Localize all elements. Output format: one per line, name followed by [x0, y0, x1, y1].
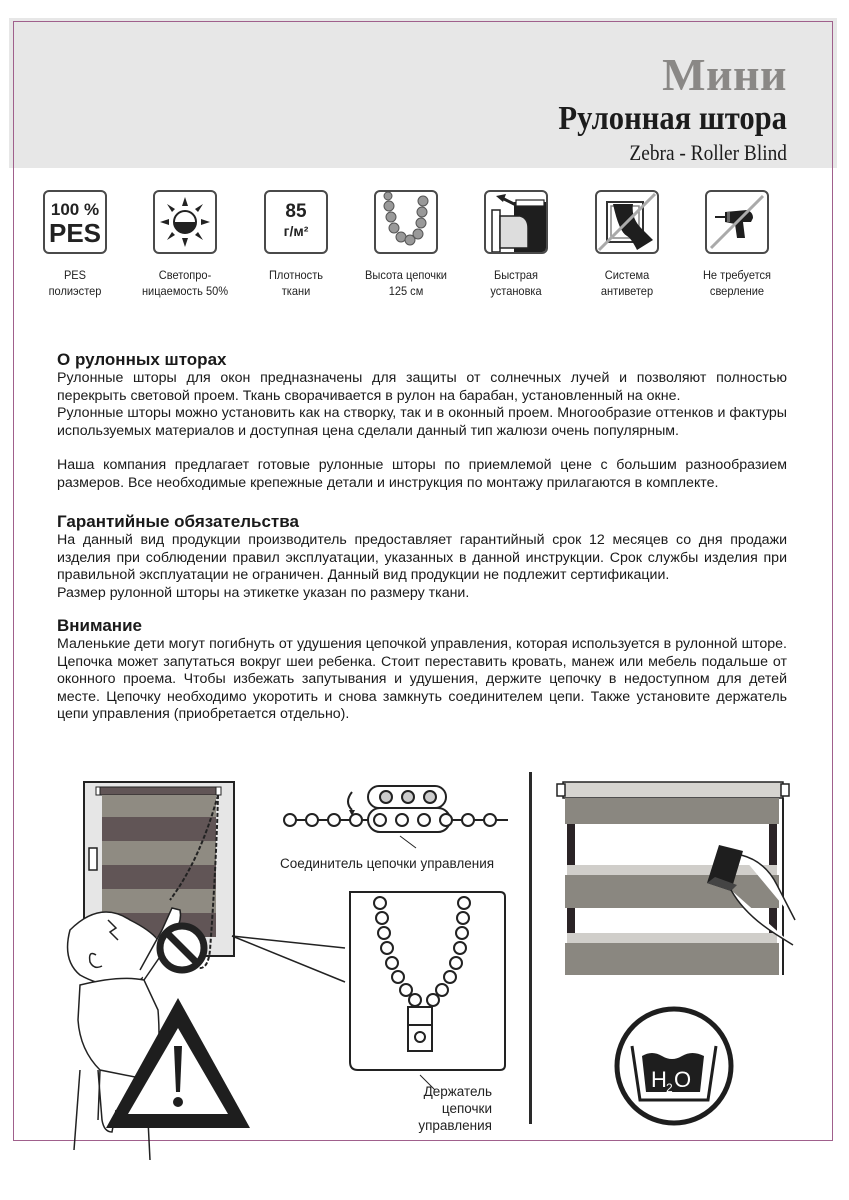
feature-anti-wind: [572, 190, 682, 299]
section-title: Гарантийные обязательства: [57, 512, 299, 531]
feature-no-drill: [682, 190, 792, 299]
pes-icon: 100 % PES: [43, 190, 107, 254]
feature-label: PES полиэстер: [48, 268, 102, 298]
feature-density: [241, 190, 351, 299]
features-row: [24, 190, 804, 305]
blind-cleaning-illustration: [545, 775, 805, 975]
sun-icon: [153, 190, 217, 254]
feature-pes: [20, 190, 130, 299]
page-title: Рулонная штора: [558, 100, 787, 137]
quick-install-icon: [484, 190, 548, 254]
feature-quick-install: [461, 190, 571, 299]
feature-label: Быстрая установка: [490, 268, 542, 298]
feature-label: Система антиветер: [600, 268, 654, 298]
anti-wind-icon: [595, 190, 659, 254]
section-warranty: [57, 512, 787, 602]
section-about: [57, 350, 787, 492]
feature-label: Высота цепочки 125 см: [365, 268, 447, 298]
svg-text:H: H: [651, 1067, 667, 1092]
section-body: Маленькие дети могут погибнуть от удушения цепочкой управления, которая используется в рулонной шторе. Цепочка может запутаться вокруг шеи ребенка. Стоит переставить кровать, манеж или мебель подальше от оконного проема. Чтобы избежать запутывания и удушения, держите цепочку в недоступном для детей месте. Цепочку необходимо укоротить и снова замкнуть соединителем цепи. Также установите держатель цепи управления (приобретается отдельно).: [57, 636, 787, 722]
feature-label: Светопро- ницаемость 50%: [141, 268, 229, 298]
holder-caption: Держатель цепочки управления: [418, 1084, 492, 1133]
section-body: Рулонные шторы для окон предназначены для защиты от солнечных лучей и позволяют полностью перекрыть световой проем. Ткань сворачивается в рулон на барабан, установленный на окне. Рулонные шторы можно установить как на створку, так и в оконный проем. Многообразие оттенков и фактуры используемых материалов и доступная цена сделали данный тип жалюзи очень популярным. Наша компания предлагает готовые рулонные шторы по приемлемой цене с большим разнообразием размеров. Все необходимые крепежные детали и инструкция по монтажу прилагаются в комплекте.: [57, 370, 787, 491]
section-title: О рулонных шторах: [57, 350, 227, 369]
svg-text:O: O: [674, 1067, 692, 1092]
brand-name: Мини: [662, 49, 787, 100]
wash-symbol-icon: [610, 1000, 770, 1130]
feature-chain-height: [351, 190, 461, 299]
section-body: На данный вид продукции производитель предоставляет гарантийный срок 12 месяцев со дня продажи изделия при соблюдении правил эксплуатации, указанных в данной инструкции. Срок службы изделия при правильной эксплуатации не ограничен. Данный вид продукции не подлежит сертификации. Размер рулонной шторы на этикетке указан по размеру ткани.: [57, 532, 787, 601]
connector-caption: Соединитель цепочки управления: [280, 856, 495, 871]
feature-label: Плотность ткани: [268, 268, 324, 298]
density-icon: 85 г/м²: [264, 190, 328, 254]
section-title: Внимание: [57, 616, 142, 635]
illustration-divider: [529, 772, 532, 1124]
feature-light: [130, 190, 240, 299]
svg-text:2: 2: [666, 1081, 673, 1095]
header: [533, 49, 787, 166]
section-attention: [57, 616, 787, 724]
feature-label: Не требуется сверление: [702, 268, 772, 298]
chain-icon: [374, 190, 438, 254]
no-drill-icon: [705, 190, 769, 254]
page-subtitle: Zebra - Roller Blind: [629, 140, 787, 165]
